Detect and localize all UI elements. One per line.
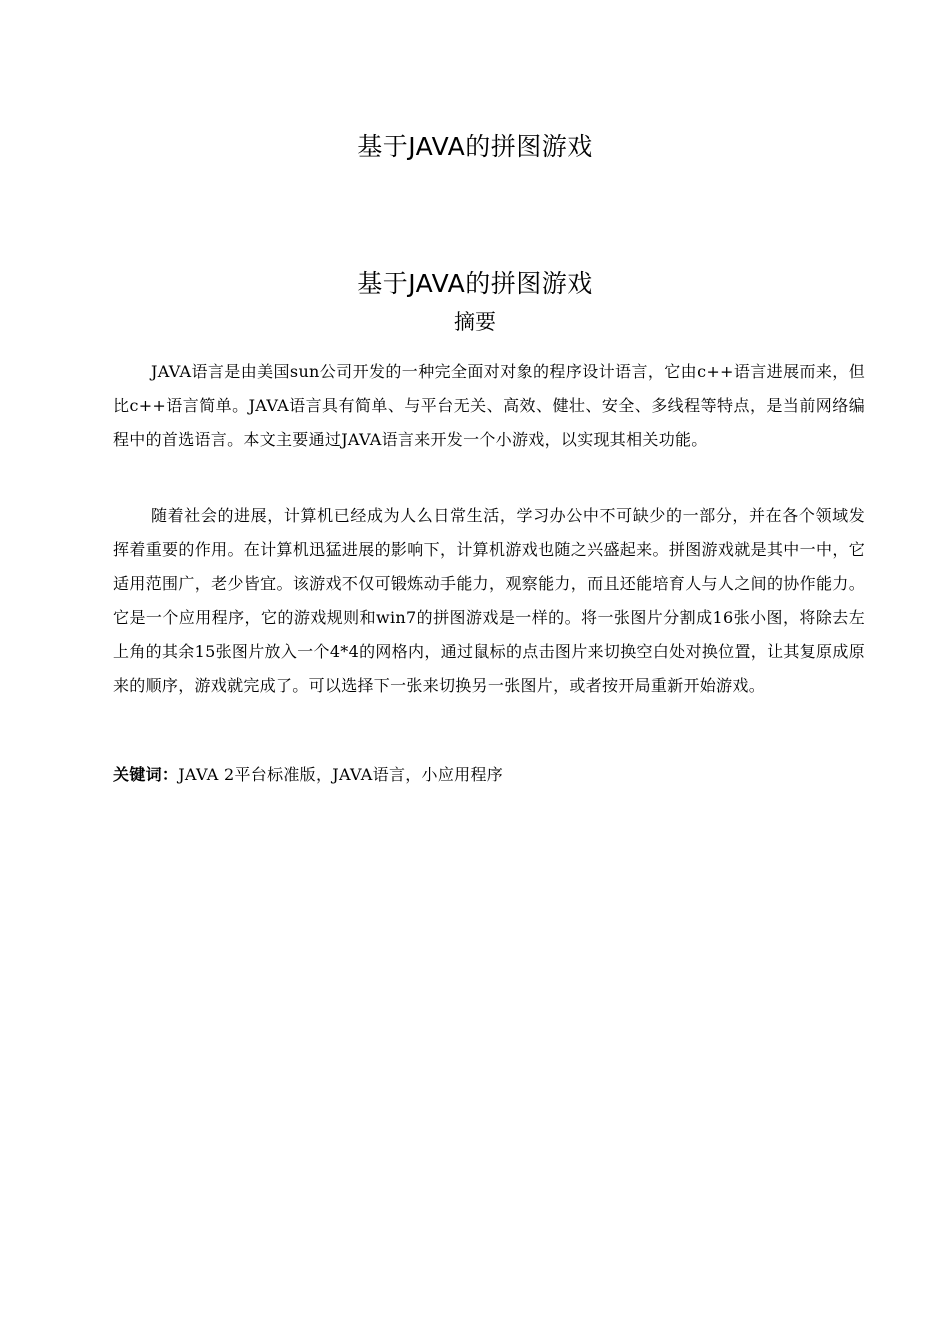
abstract-paragraph-1: JAVA语言是由美国sun公司开发的一种完全面对对象的程序设计语言，它由c++语言进展而来，但比c++语言简单。JAVA语言具有简单、与平台无关、高效、健壮、安全、多线程等特点，是当前网络编程中的首选语言。本文主要通过JAVA语言来开发一个小游戏，以实现其相关功能。 bbox=[113, 362, 865, 449]
keywords-line bbox=[113, 760, 865, 790]
keywords-text: JAVA 2平台标准版，JAVA语言，小应用程序 bbox=[178, 765, 504, 784]
abstract-paragraph-2: 随着社会的进展，计算机已经成为人么日常生活，学习办公中不可缺少的一部分，并在各个领域发挥着重要的作用。在计算机迅猛进展的影响下，计算机游戏也随之兴盛起来。拼图游戏就是其中一中，它适用范围广，老少皆宜。该游戏不仅可锻炼动手能力，观察能力，而且还能培育人与人之间的协作能力。它是一个应用程序，它的游戏规则和win7的拼图游戏是一样的。将一张图片分割成16张小图，将除去左上角的其余15张图片放入一个4*4的网格内，通过鼠标的点击图片来切换空白处对换位置，让其复原成原来的顺序，游戏就完成了。可以选择下一张来切换另一张图片，或者按开局重新开始游戏。 bbox=[113, 506, 865, 695]
running-title: 基于JAVA的拼图游戏 bbox=[357, 132, 593, 161]
document-title: 基于JAVA的拼图游戏 bbox=[357, 269, 593, 298]
keywords-label: 关键词： bbox=[113, 765, 179, 784]
abstract-heading: 摘要 bbox=[454, 310, 496, 334]
